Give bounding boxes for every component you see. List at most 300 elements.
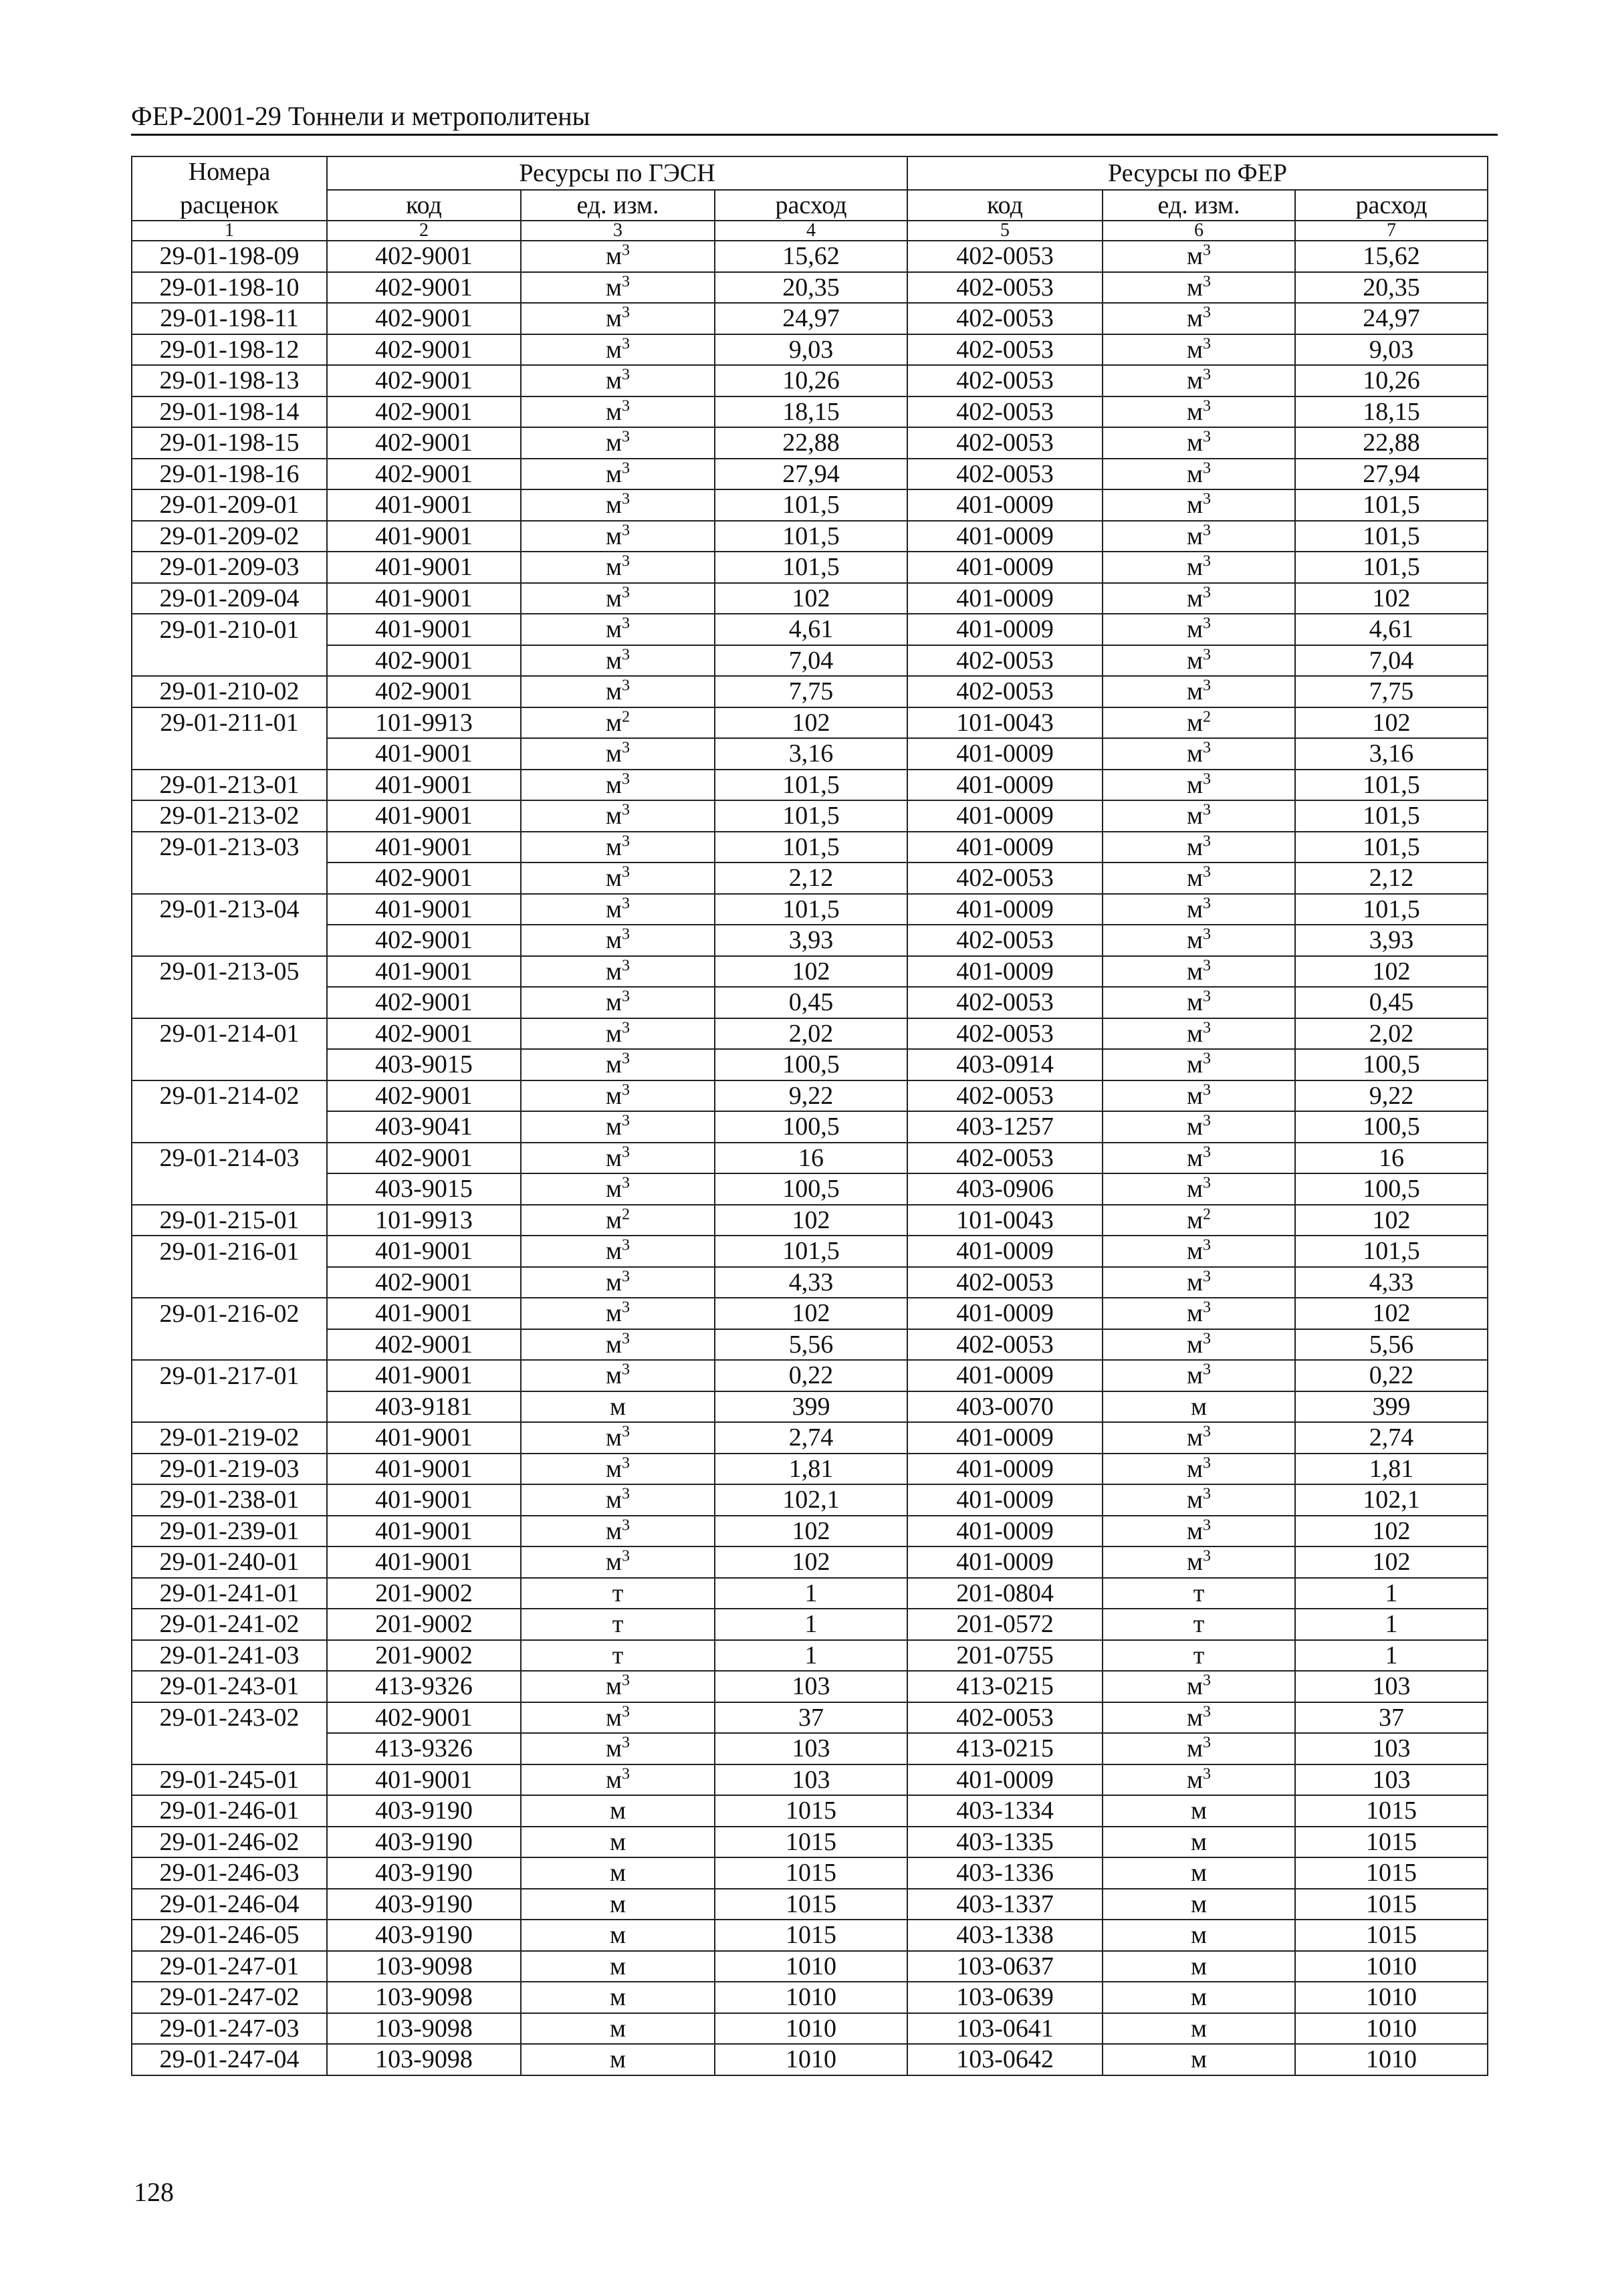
fer-code-cell: 402-0053 — [907, 987, 1103, 1018]
gesn-unit-cell — [521, 1111, 715, 1143]
gesn-unit-cell — [521, 645, 715, 677]
gesn-usage-cell: 7,04 — [715, 645, 907, 677]
gesn-code-cell: 103-9098 — [327, 2013, 521, 2045]
fer-usage-cell: 37 — [1295, 1702, 1488, 1734]
fer-usage-cell: 101,5 — [1295, 800, 1488, 832]
unit-exponent: 3 — [622, 490, 631, 508]
fer-unit-cell — [1103, 1982, 1295, 2013]
gesn-unit-cell — [521, 1546, 715, 1578]
unit-symbol: м — [1187, 1206, 1204, 1234]
fer-unit-cell — [1103, 1578, 1295, 1609]
unit-symbol: м — [1187, 1268, 1204, 1296]
gesn-usage-cell: 103 — [715, 1733, 907, 1764]
unit-symbol: м — [1187, 1330, 1204, 1359]
fer-code-cell: 403-1257 — [907, 1111, 1103, 1143]
gesn-usage-cell: 100,5 — [715, 1173, 907, 1205]
gesn-code-cell: 401-9001 — [327, 1298, 521, 1329]
fer-code-cell: 101-0043 — [907, 1205, 1103, 1236]
fer-unit-cell — [1103, 1454, 1295, 1485]
unit-symbol: м — [1187, 1361, 1204, 1390]
unit-symbol: м — [605, 832, 622, 861]
unit-symbol: м — [1187, 459, 1204, 488]
gesn-unit-cell — [521, 334, 715, 366]
fer-unit-cell — [1103, 1857, 1295, 1889]
fer-unit-cell — [1103, 1795, 1295, 1827]
fer-code-cell: 402-0053 — [907, 645, 1103, 677]
gesn-usage-cell: 102 — [715, 1298, 907, 1329]
fer-unit-cell — [1103, 334, 1295, 366]
unit-symbol: м — [1187, 1143, 1204, 1172]
unit-exponent: 3 — [1203, 739, 1212, 757]
column-number: 3 — [521, 221, 715, 241]
gesn-code-cell: 402-9001 — [327, 645, 521, 677]
fer-usage-cell: 18,15 — [1295, 396, 1488, 428]
fer-code-cell: 401-0009 — [907, 521, 1103, 552]
rate-number-cell: 29-01-213-03 — [132, 832, 327, 863]
fer-code-cell: 402-0053 — [907, 676, 1103, 707]
unit-symbol: м — [605, 1703, 622, 1732]
table-row — [132, 1049, 1488, 1080]
gesn-unit-cell — [521, 1640, 715, 1672]
unit-symbol: м — [1187, 1516, 1204, 1545]
fer-usage-cell: 4,61 — [1295, 614, 1488, 645]
unit-symbol: м — [605, 864, 622, 893]
unit-exponent: 3 — [622, 1236, 631, 1254]
fer-code-cell: 403-0914 — [907, 1049, 1103, 1080]
unit-exponent: 3 — [622, 1454, 631, 1472]
rate-number-cell: 29-01-246-05 — [132, 1920, 327, 1951]
rate-number-cell: 29-01-239-01 — [132, 1516, 327, 1547]
fer-unit-cell — [1103, 1267, 1295, 1298]
fer-code-cell: 401-0009 — [907, 1422, 1103, 1454]
unit-symbol: м — [1187, 926, 1204, 955]
unit-exponent: 3 — [1203, 988, 1212, 1006]
fer-unit-cell — [1103, 303, 1295, 334]
gesn-unit-cell — [521, 1049, 715, 1080]
fer-code-cell: 401-0009 — [907, 832, 1103, 863]
unit-symbol: м — [1187, 646, 1204, 675]
rate-number-cell: 29-01-241-03 — [132, 1640, 327, 1672]
fer-code-cell: 402-0053 — [907, 334, 1103, 366]
fer-code-cell: 401-0009 — [907, 1484, 1103, 1516]
rate-number-cell: 29-01-247-03 — [132, 2013, 327, 2045]
fer-code-cell: 403-1337 — [907, 1889, 1103, 1920]
fer-code-cell: 401-0009 — [907, 1236, 1103, 1267]
gesn-usage-cell: 100,5 — [715, 1111, 907, 1143]
rate-number-cell: 29-01-241-02 — [132, 1609, 327, 1640]
unit-symbol: м — [1191, 1952, 1208, 1980]
gesn-usage-cell: 103 — [715, 1764, 907, 1796]
fer-usage-cell: 20,35 — [1295, 272, 1488, 304]
fer-unit-cell — [1103, 1236, 1295, 1267]
fer-usage-cell: 4,33 — [1295, 1267, 1488, 1298]
unit-symbol: м — [1187, 1765, 1204, 1794]
unit-symbol: м — [1187, 1454, 1204, 1483]
fer-usage-cell: 102 — [1295, 707, 1488, 739]
unit-symbol: м — [1191, 2045, 1208, 2074]
fer-unit-cell — [1103, 583, 1295, 614]
fer-unit-cell — [1103, 987, 1295, 1018]
fer-usage-cell: 10,26 — [1295, 365, 1488, 396]
fer-usage-cell: 100,5 — [1295, 1049, 1488, 1080]
gesn-unit-cell — [521, 1733, 715, 1764]
table-row — [132, 832, 1488, 863]
unit-exponent: 3 — [1203, 1485, 1212, 1503]
gesn-code-cell: 403-9190 — [327, 1857, 521, 1889]
fer-usage-cell: 27,94 — [1295, 459, 1488, 490]
fer-code-cell: 402-0053 — [907, 1018, 1103, 1050]
table-row — [132, 1298, 1488, 1329]
gesn-unit-cell — [521, 676, 715, 707]
unit-symbol: м — [1191, 1827, 1208, 1856]
unit-symbol: м — [1187, 397, 1204, 426]
gesn-usage-cell: 1 — [715, 1578, 907, 1609]
gesn-usage-cell: 18,15 — [715, 396, 907, 428]
fer-unit-cell — [1103, 707, 1295, 739]
gesn-unit-cell — [521, 1454, 715, 1485]
rate-number-cell: 29-01-246-01 — [132, 1795, 327, 1827]
unit-symbol: м — [1187, 273, 1204, 302]
fer-usage-cell: 1010 — [1295, 1982, 1488, 2013]
unit-symbol: м — [605, 1113, 622, 1141]
unit-exponent: 3 — [622, 241, 631, 259]
unit-exponent: 3 — [1203, 677, 1212, 695]
fer-unit-cell — [1103, 770, 1295, 801]
fer-usage-cell: 2,74 — [1295, 1422, 1488, 1454]
unit-symbol: м — [605, 1237, 622, 1266]
gesn-code-header: код — [327, 190, 521, 221]
fer-code-cell: 401-0009 — [907, 552, 1103, 583]
unit-symbol: м — [1187, 1237, 1204, 1266]
unit-exponent: 3 — [1203, 522, 1212, 540]
gesn-code-cell: 402-9001 — [327, 303, 521, 334]
fer-unit-cell — [1103, 1080, 1295, 1112]
fer-unit-cell — [1103, 1111, 1295, 1143]
table-row — [132, 1920, 1488, 1951]
fer-usage-cell: 3,16 — [1295, 738, 1488, 770]
unit-symbol: м — [605, 739, 622, 768]
table-row — [132, 1391, 1488, 1423]
fer-unit-cell — [1103, 1360, 1295, 1391]
unit-symbol: м — [605, 988, 622, 1017]
gesn-unit-cell — [521, 614, 715, 645]
column-number: 6 — [1103, 221, 1295, 241]
rate-number-cell: 29-01-198-16 — [132, 459, 327, 490]
fer-unit-cell — [1103, 365, 1295, 396]
table-row — [132, 1360, 1488, 1391]
fer-code-cell: 401-0009 — [907, 1516, 1103, 1547]
unit-exponent: 3 — [622, 397, 631, 415]
unit-symbol: м — [605, 1454, 622, 1483]
fer-usage-cell: 1015 — [1295, 1889, 1488, 1920]
rate-number-cell: 29-01-240-01 — [132, 1546, 327, 1578]
unit-symbol: м — [605, 677, 622, 706]
rate-number-cell: 29-01-243-01 — [132, 1671, 327, 1702]
table-row — [132, 396, 1488, 428]
unit-exponent: 3 — [622, 863, 631, 881]
rate-number-cell: 29-01-210-01 — [132, 614, 327, 645]
unit-symbol: м — [1187, 1019, 1204, 1048]
fer-usage-cell: 101,5 — [1295, 521, 1488, 552]
gesn-usage-cell: 0,22 — [715, 1360, 907, 1391]
unit-symbol: м — [1187, 1081, 1204, 1110]
table-row — [132, 707, 1488, 739]
gesn-code-cell: 413-9326 — [327, 1733, 521, 1764]
gesn-code-cell: 402-9001 — [327, 459, 521, 490]
unit-symbol: м — [1187, 584, 1204, 612]
fer-unit-cell — [1103, 427, 1295, 459]
gesn-unit-cell — [521, 365, 715, 396]
unit-exponent: 3 — [1203, 552, 1212, 570]
fer-unit-cell — [1103, 459, 1295, 490]
unit-symbol: м — [1187, 1050, 1204, 1079]
rate-number-cell — [132, 738, 327, 770]
unit-symbol: м — [609, 2045, 626, 2074]
fer-unit-cell — [1103, 1422, 1295, 1454]
unit-exponent: 3 — [1203, 1361, 1212, 1379]
unit-symbol: м — [1187, 1113, 1204, 1141]
unit-symbol: м — [1191, 1797, 1208, 1825]
gesn-unit-cell — [521, 770, 715, 801]
unit-exponent: 3 — [622, 273, 631, 291]
gesn-usage-cell: 16 — [715, 1143, 907, 1174]
unit-exponent: 3 — [1203, 1547, 1212, 1565]
fer-unit-cell — [1103, 1640, 1295, 1672]
gesn-usage-cell: 101,5 — [715, 489, 907, 521]
fer-code-cell: 413-0215 — [907, 1671, 1103, 1702]
unit-symbol: м — [1191, 1921, 1208, 1950]
rate-number-cell — [132, 645, 327, 677]
fer-unit-cell — [1103, 1827, 1295, 1858]
fer-usage-cell: 102 — [1295, 1546, 1488, 1578]
page-number: 128 — [134, 2177, 174, 2207]
gesn-usage-cell: 1010 — [715, 1982, 907, 2013]
gesn-code-cell: 413-9326 — [327, 1671, 521, 1702]
unit-exponent: 3 — [622, 1112, 631, 1130]
fer-code-cell: 401-0009 — [907, 1360, 1103, 1391]
fer-usage-cell: 7,04 — [1295, 645, 1488, 677]
unit-exponent: 3 — [622, 1019, 631, 1037]
table-row — [132, 1546, 1488, 1578]
rate-number-cell: 29-01-213-05 — [132, 956, 327, 988]
unit-symbol: м — [609, 1983, 626, 2012]
unit-exponent: 3 — [1203, 863, 1212, 881]
fer-code-cell: 101-0043 — [907, 707, 1103, 739]
fer-unit-cell — [1103, 241, 1295, 272]
gesn-code-cell: 401-9001 — [327, 1764, 521, 1796]
gesn-unit-cell — [521, 1609, 715, 1640]
gesn-unit-cell — [521, 459, 715, 490]
gesn-usage-cell: 3,93 — [715, 925, 907, 956]
unit-symbol: м — [605, 491, 622, 520]
table-row — [132, 894, 1488, 925]
unit-exponent: 3 — [1203, 1454, 1212, 1472]
unit-exponent: 3 — [1203, 1298, 1212, 1316]
fer-usage-cell: 0,22 — [1295, 1360, 1488, 1391]
table-row — [132, 427, 1488, 459]
gesn-unit-cell — [521, 832, 715, 863]
fer-unit-cell — [1103, 2044, 1295, 2075]
gesn-unit-cell — [521, 1889, 715, 1920]
table-row — [132, 521, 1488, 552]
unit-symbol: м — [1191, 1889, 1208, 1918]
gesn-code-cell: 401-9001 — [327, 614, 521, 645]
unit-exponent: 3 — [1203, 895, 1212, 913]
fer-code-cell: 403-1338 — [907, 1920, 1103, 1951]
table-row — [132, 552, 1488, 583]
gesn-unit-cell — [521, 241, 715, 272]
fer-code-cell: 402-0053 — [907, 396, 1103, 428]
unit-exponent: 3 — [1203, 397, 1212, 415]
unit-exponent: 3 — [1203, 490, 1212, 508]
rate-number-cell: 29-01-247-02 — [132, 1982, 327, 2013]
rate-number-cell: 29-01-246-03 — [132, 1857, 327, 1889]
fer-usage-cell: 1 — [1295, 1640, 1488, 1672]
gesn-unit-cell — [521, 1827, 715, 1858]
gesn-code-cell: 402-9001 — [327, 241, 521, 272]
gesn-unit-cell — [521, 396, 715, 428]
unit-exponent: 3 — [1203, 1423, 1212, 1441]
fer-code-cell: 402-0053 — [907, 1329, 1103, 1361]
table-row — [132, 1018, 1488, 1050]
fer-unit-cell — [1103, 1733, 1295, 1764]
rate-number-cell: 29-01-213-04 — [132, 894, 327, 925]
unit-symbol: м — [605, 1734, 622, 1763]
unit-exponent: 3 — [1203, 273, 1212, 291]
fer-usage-cell: 103 — [1295, 1671, 1488, 1702]
gesn-code-cell: 201-9002 — [327, 1609, 521, 1640]
rate-number-cell — [132, 1329, 327, 1361]
gesn-usage-cell: 24,97 — [715, 303, 907, 334]
table-row — [132, 1484, 1488, 1516]
unit-symbol: м — [605, 1361, 622, 1390]
gesn-usage-cell: 0,45 — [715, 987, 907, 1018]
unit-symbol: м — [605, 615, 622, 644]
unit-symbol: м — [605, 522, 622, 550]
fer-usage-cell: 5,56 — [1295, 1329, 1488, 1361]
gesn-unit-cell — [521, 894, 715, 925]
gesn-code-cell: 403-9190 — [327, 1827, 521, 1858]
gesn-usage-header: расход — [715, 190, 907, 221]
unit-symbol: м — [609, 1859, 626, 1887]
unit-symbol: т — [1193, 1641, 1205, 1670]
unit-exponent: 3 — [1203, 459, 1212, 477]
unit-exponent: 3 — [622, 770, 631, 788]
rate-number-header-line2: расценок — [132, 190, 327, 221]
fer-unit-cell — [1103, 552, 1295, 583]
unit-exponent: 3 — [1203, 1174, 1212, 1192]
unit-symbol: м — [1187, 802, 1204, 830]
gesn-unit-cell — [521, 1951, 715, 1982]
gesn-code-cell: 103-9098 — [327, 1951, 521, 1982]
gesn-unit-cell — [521, 1267, 715, 1298]
unit-symbol: м — [605, 770, 622, 799]
table-header-row-2 — [132, 190, 1488, 221]
unit-exponent: 3 — [1203, 646, 1212, 664]
table-row — [132, 614, 1488, 645]
column-number: 2 — [327, 221, 521, 241]
unit-exponent: 3 — [622, 552, 631, 570]
fer-usage-cell: 102 — [1295, 583, 1488, 614]
unit-exponent: 3 — [622, 1547, 631, 1565]
unit-exponent: 3 — [622, 1765, 631, 1783]
rate-number-cell: 29-01-247-01 — [132, 1951, 327, 1982]
column-number: 7 — [1295, 221, 1488, 241]
table-row — [132, 1795, 1488, 1827]
fer-code-cell: 201-0755 — [907, 1640, 1103, 1672]
gesn-unit-cell — [521, 1484, 715, 1516]
gesn-usage-cell: 37 — [715, 1702, 907, 1734]
gesn-unit-cell — [521, 1143, 715, 1174]
fer-code-cell: 402-0053 — [907, 1267, 1103, 1298]
gesn-usage-cell: 101,5 — [715, 521, 907, 552]
gesn-usage-cell: 9,22 — [715, 1080, 907, 1112]
unit-symbol: м — [1187, 1672, 1204, 1701]
fer-usage-cell: 0,45 — [1295, 987, 1488, 1018]
gesn-usage-cell: 22,88 — [715, 427, 907, 459]
gesn-usage-cell: 1015 — [715, 1795, 907, 1827]
fer-code-cell: 403-1335 — [907, 1827, 1103, 1858]
table-row — [132, 2044, 1488, 2075]
rate-number-cell — [132, 925, 327, 956]
gesn-code-cell: 402-9001 — [327, 925, 521, 956]
gesn-unit-cell — [521, 707, 715, 739]
column-number-row — [132, 221, 1488, 241]
gesn-code-cell: 402-9001 — [327, 427, 521, 459]
fer-unit-header: ед. изм. — [1103, 190, 1295, 221]
fer-usage-cell: 1 — [1295, 1609, 1488, 1640]
unit-exponent: 3 — [622, 957, 631, 975]
unit-symbol: м — [605, 429, 622, 457]
unit-exponent: 3 — [622, 459, 631, 477]
fer-usage-cell: 1010 — [1295, 2013, 1488, 2045]
gesn-usage-cell: 5,56 — [715, 1329, 907, 1361]
gesn-usage-cell: 1015 — [715, 1920, 907, 1951]
rate-number-cell: 29-01-209-04 — [132, 583, 327, 614]
table-row — [132, 303, 1488, 334]
rate-number-cell — [132, 863, 327, 894]
unit-symbol: м — [1187, 1486, 1204, 1514]
rate-number-cell: 29-01-209-03 — [132, 552, 327, 583]
fer-code-cell: 401-0009 — [907, 1546, 1103, 1578]
gesn-unit-cell — [521, 1173, 715, 1205]
gesn-unit-cell — [521, 1236, 715, 1267]
gesn-unit-cell — [521, 1080, 715, 1112]
gesn-usage-cell: 2,12 — [715, 863, 907, 894]
gesn-code-cell: 401-9001 — [327, 1422, 521, 1454]
fer-code-cell: 403-0070 — [907, 1391, 1103, 1423]
unit-exponent: 3 — [1203, 925, 1212, 943]
gesn-code-cell: 401-9001 — [327, 1236, 521, 1267]
fer-code-cell: 402-0053 — [907, 427, 1103, 459]
gesn-code-cell: 402-9001 — [327, 1018, 521, 1050]
fer-unit-cell — [1103, 1920, 1295, 1951]
gesn-unit-cell — [521, 1391, 715, 1423]
fer-unit-cell — [1103, 1951, 1295, 1982]
table-row — [132, 676, 1488, 707]
unit-symbol: м — [1187, 1548, 1204, 1577]
column-number: 4 — [715, 221, 907, 241]
gesn-usage-cell: 101,5 — [715, 894, 907, 925]
unit-symbol: м — [1187, 832, 1204, 861]
gesn-code-cell: 401-9001 — [327, 894, 521, 925]
unit-exponent: 3 — [1203, 1019, 1212, 1037]
fer-usage-cell: 1015 — [1295, 1827, 1488, 1858]
unit-symbol: м — [605, 1175, 622, 1203]
gesn-unit-cell — [521, 1795, 715, 1827]
gesn-unit-cell — [521, 800, 715, 832]
unit-exponent: 3 — [622, 584, 631, 602]
